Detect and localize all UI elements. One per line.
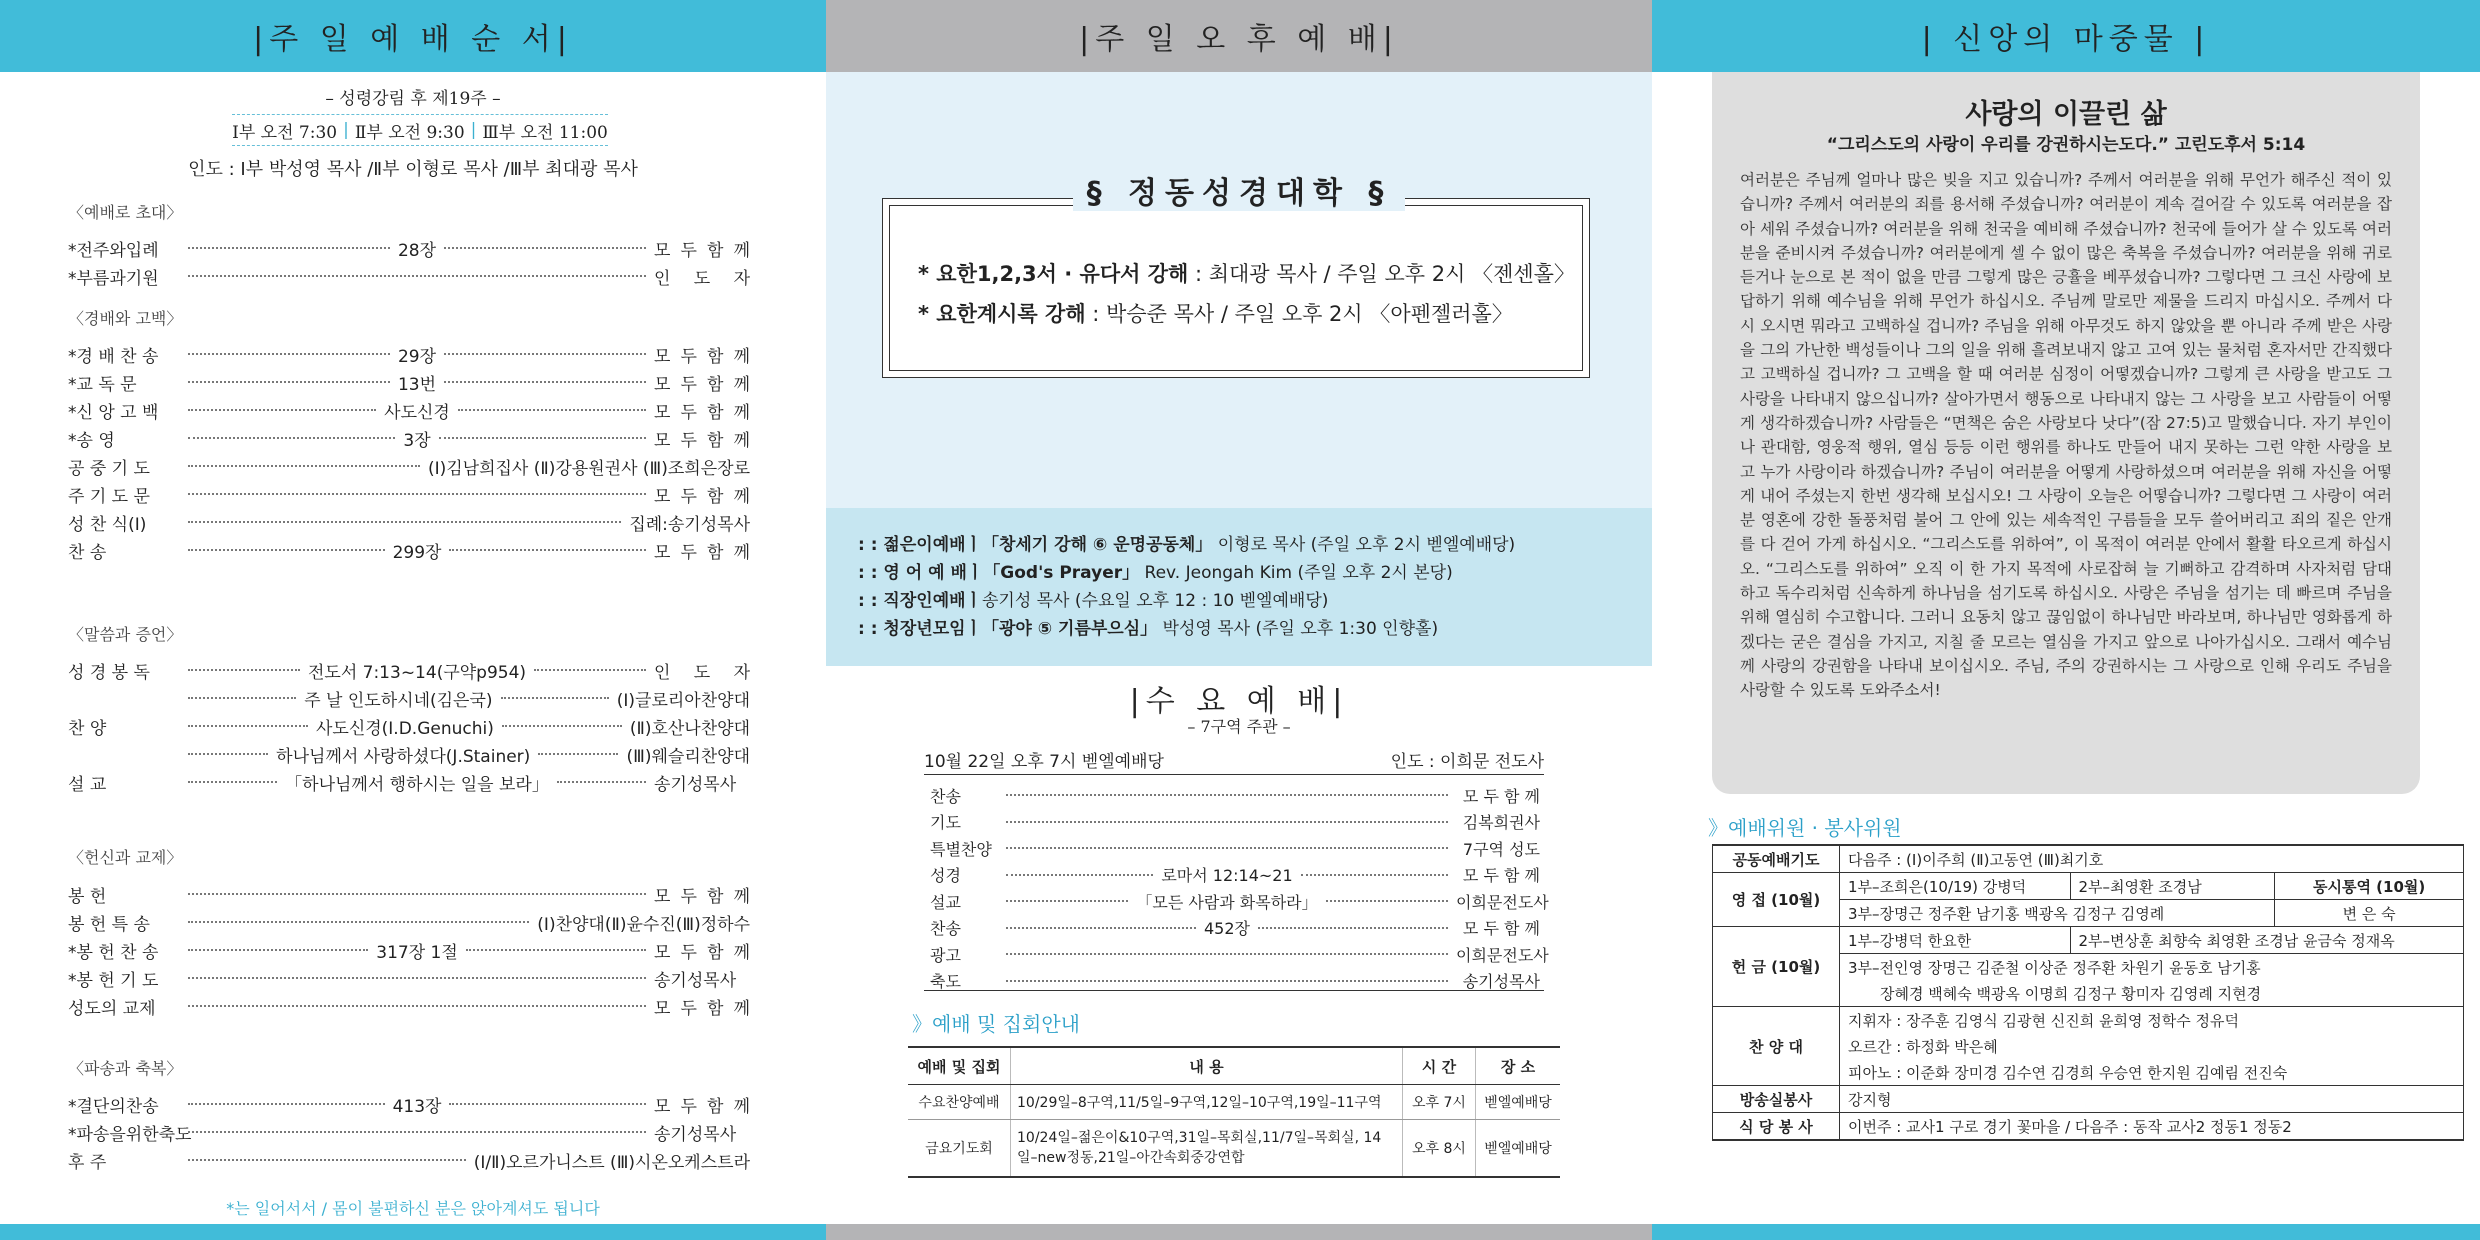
liturgy-label: *결단의찬송 xyxy=(68,1096,159,1117)
wednesday-row xyxy=(930,941,1549,967)
leader-dots xyxy=(188,1005,646,1007)
col-content: 내 용 xyxy=(1011,1047,1403,1085)
bible-class-2: * 요한계시록 강해 : 박승준 목사 / 주일 오후 2시 〈아펜젤러홀〉 xyxy=(918,302,1513,326)
liturgy-item: 29장 xyxy=(397,346,437,367)
liturgy-label: *부름과기원 xyxy=(68,268,159,289)
staff-value: 2부–최영환 조경남 xyxy=(2070,873,2275,900)
leader-dots xyxy=(188,465,420,467)
leader-dots xyxy=(1006,953,1448,955)
leader-dots xyxy=(188,753,268,755)
liturgy-label: *경 배 찬 송 xyxy=(68,346,159,367)
liturgy-item: 사도신경(I.D.Genuchi) xyxy=(315,718,494,739)
section-invitation: 〈예배로 초대〉 xyxy=(68,203,183,222)
leader-dots xyxy=(188,1159,466,1161)
liturgy-label: 봉 헌 xyxy=(68,886,107,907)
wednesday-leader: 이희문전도사 xyxy=(1456,892,1549,912)
leader-dots xyxy=(188,493,646,495)
wednesday-item: 452장 xyxy=(1204,919,1250,938)
liturgy-label: *봉 헌 기 도 xyxy=(68,970,159,991)
wednesday-leader: 모 두 함 께 xyxy=(1462,919,1540,938)
liturgy-leader: 모 두 함 께 xyxy=(654,430,750,451)
leader-dots xyxy=(188,921,529,923)
worship-order-header: |주 일 예 배 순 서| xyxy=(0,0,826,72)
leader-dots xyxy=(538,753,618,755)
liturgy-item: 413장 xyxy=(392,1096,442,1117)
wednesday-row xyxy=(930,915,1540,941)
bible-college-frame xyxy=(882,198,1590,378)
wednesday-label: 설교 xyxy=(930,892,961,912)
meditation-box xyxy=(1712,72,2420,794)
leader-dots xyxy=(188,725,308,727)
staff-value: 이번주 : 교사1 구로 경기 꽃마을 / 다음주 : 동작 교사2 정동1 정동2 xyxy=(1840,1113,2464,1141)
leader-dots xyxy=(1301,874,1448,876)
event-name: 수요찬양예배 xyxy=(908,1085,1011,1120)
order-of-worship-column xyxy=(0,0,826,1240)
wednesday-row xyxy=(930,862,1540,888)
meditation-column xyxy=(1652,0,2480,1240)
section-sending-blessing: 〈파송과 축복〉 xyxy=(68,1059,183,1078)
liturgy-item: 하나님께서 사랑하셨다(J.Stainer) xyxy=(276,746,531,767)
leader-dots xyxy=(1006,980,1448,982)
liturgy-leader: 모 두 함 께 xyxy=(654,542,750,563)
leader-dots xyxy=(188,893,646,895)
afternoon-worship-column xyxy=(826,0,1652,1240)
liturgy-leader: 송기성목사 xyxy=(654,1124,737,1145)
event-time: 오후 7시 xyxy=(1403,1085,1476,1120)
wednesday-row xyxy=(930,888,1549,914)
liturgy-row xyxy=(68,740,750,768)
liturgy-leader: (Ⅰ)김남희집사 (Ⅱ)강용원권사 (Ⅲ)조희은장로 xyxy=(427,458,750,479)
col-place: 장 소 xyxy=(1476,1047,1561,1085)
liturgy-row xyxy=(68,536,750,564)
leader-dots xyxy=(439,437,646,439)
wednesday-leader: 모 두 함 께 xyxy=(1462,866,1540,885)
event-content: 10/24일–젊은이&10구역,31일–목회실,11/7일–목회실, 14일–new정동,21일–아간속회중강연합 xyxy=(1011,1120,1403,1178)
leader-dots xyxy=(188,437,395,439)
leader-dots xyxy=(534,669,646,671)
staff-label: 공동예배기도 xyxy=(1713,845,1840,873)
leader-dots xyxy=(1258,927,1448,929)
service-time-1: Ⅰ부 오전 7:30 xyxy=(232,122,338,143)
bible-college-title: § 정동성경대학 § xyxy=(826,168,1652,212)
leader-dots xyxy=(449,1103,646,1105)
event-name: 금요기도회 xyxy=(908,1120,1011,1178)
liturgy-leader: (Ⅲ)웨슬리찬양대 xyxy=(626,746,751,767)
events-table xyxy=(908,1046,1560,1178)
afternoon-worship-header: |주 일 오 후 예 배| xyxy=(826,0,1652,72)
table-row xyxy=(1713,1113,2464,1141)
staff-value: 다음주 : (Ⅰ)이주희 (Ⅱ)고동연 (Ⅲ)최기호 xyxy=(1840,845,2464,873)
liturgy-leader: 모 두 함 께 xyxy=(654,240,750,261)
leader-dots xyxy=(188,977,646,979)
event-time: 오후 8시 xyxy=(1403,1120,1476,1178)
liturgy-label: 성 찬 식(Ⅰ) xyxy=(68,514,147,535)
liturgy-label: 후 주 xyxy=(68,1152,107,1173)
staff-label: 헌 금 (10월) xyxy=(1713,927,1840,1007)
leader-dots xyxy=(444,353,646,355)
liturgy-row xyxy=(68,684,750,712)
service-time-2: Ⅱ부 오전 9:30 xyxy=(354,122,465,143)
liturgy-row xyxy=(68,908,750,936)
liturgy-row xyxy=(68,880,750,908)
wednesday-row xyxy=(930,782,1540,808)
leader-dots xyxy=(188,409,376,411)
liturgy-label: *송 영 xyxy=(68,430,115,451)
wednesday-label: 광고 xyxy=(930,945,961,965)
bible-class-1: * 요한1,2,3서 · 유다서 강해 : 최대광 목사 / 주일 오후 2시 〈젠센홀〉 xyxy=(918,262,1575,286)
wednesday-leader: 김복희권사 xyxy=(1462,813,1540,832)
liturgy-leader: 모 두 함 께 xyxy=(654,346,750,367)
liturgy-row xyxy=(68,480,750,508)
liturgy-label: *봉 헌 찬 송 xyxy=(68,942,159,963)
liturgy-leader: 모 두 함 께 xyxy=(654,1096,750,1117)
liturgy-item: 28장 xyxy=(397,240,437,261)
liturgy-label: *전주와입례 xyxy=(68,240,159,261)
staff-value: 지휘자 : 장주훈 김영식 김광현 신진희 윤희영 정학수 정유덕 xyxy=(1840,1007,2464,1034)
liturgy-label: *파송을위한축도 xyxy=(68,1124,192,1145)
staff-label: 영 접 (10월) xyxy=(1713,873,1840,927)
wednesday-divider xyxy=(924,990,1544,991)
leader-dots xyxy=(188,669,300,671)
wednesday-label: 성경 xyxy=(930,866,961,885)
col-time: 시 간 xyxy=(1403,1047,1476,1085)
staff-value: 장혜경 백혜숙 백광옥 이명희 김정구 황미자 김영례 지현경 xyxy=(1840,980,2464,1007)
leader-dots xyxy=(444,381,646,383)
liturgy-item: 주 날 인도하시네(김은국) xyxy=(304,690,493,711)
table-row xyxy=(1713,1007,2464,1034)
liturgy-row xyxy=(68,768,750,796)
liturgy-row xyxy=(68,340,750,368)
liturgy-item: 3장 xyxy=(403,430,431,451)
liturgy-leader: 송기성목사 xyxy=(654,970,737,991)
wednesday-label: 기도 xyxy=(930,813,961,832)
wednesday-leader: 7구역 성도 xyxy=(1462,839,1540,859)
leader-dots xyxy=(188,353,390,355)
wednesday-label: 찬송 xyxy=(930,919,961,938)
col-event: 예배 및 집회 xyxy=(908,1047,1011,1085)
wednesday-row xyxy=(930,835,1540,861)
liturgy-row xyxy=(68,964,750,992)
liturgy-item: 사도신경 xyxy=(384,402,450,423)
leader-dots xyxy=(188,781,277,783)
staff-value: 강지형 xyxy=(1840,1086,2464,1113)
staff-value: 1부–조희은(10/19) 강병덕 xyxy=(1840,873,2071,900)
section-devotion-fellowship: 〈헌신과 교제〉 xyxy=(68,848,183,867)
wednesday-leader: 모 두 함 께 xyxy=(1462,786,1540,806)
leader-dots xyxy=(458,409,646,411)
liturgy-leader: 송기성목사 xyxy=(654,774,737,795)
liturgy-row xyxy=(68,396,750,424)
liturgy-label: 찬 송 xyxy=(68,542,107,563)
liturgy-row xyxy=(68,234,750,262)
liturgy-row xyxy=(68,1146,750,1174)
liturgy-leader: 모 두 함 께 xyxy=(654,486,750,507)
wednesday-leader: 송기성목사 xyxy=(1462,972,1540,991)
liturgy-row xyxy=(68,936,750,964)
leader-dots xyxy=(557,781,646,783)
liturgy-row xyxy=(68,452,750,480)
service-time-3: Ⅲ부 오전 11:00 xyxy=(482,122,608,143)
wednesday-title: |수 요 예 배| xyxy=(1129,684,1349,719)
footer-bar xyxy=(826,1224,1652,1240)
wednesday-host: – 7구역 주관 – xyxy=(1187,717,1291,736)
liturgy-label: 성 경 봉 독 xyxy=(68,662,150,683)
liturgy-leader: (Ⅰ/Ⅱ)오르가니스트 (Ⅲ)시온오케스트라 xyxy=(473,1152,750,1173)
liturgy-leader: 모 두 함 께 xyxy=(654,942,751,963)
footer-bar xyxy=(0,1224,826,1240)
liturgy-label: 봉 헌 특 송 xyxy=(68,914,150,935)
table-row xyxy=(1713,845,2464,873)
leader-dots xyxy=(1006,927,1196,929)
staff-label: 방송실봉사 xyxy=(1713,1086,1840,1113)
staff-table xyxy=(1712,844,2464,1141)
notice-english-worship: : : 영 어 예 배ㅣ「God's Prayer」 Rev. Jeongah Kim (주일 오후 2시 본당) xyxy=(858,563,1453,583)
staff-label: 식 당 봉 사 xyxy=(1713,1113,1840,1141)
liturgy-leader: (Ⅱ)호산나찬양대 xyxy=(629,718,750,739)
leader-dots xyxy=(1006,900,1128,902)
leader-dots xyxy=(466,949,646,951)
staff-value: 3부–전인영 장명근 김준철 이상준 정주환 차원기 윤동호 남기홍 xyxy=(1840,954,2464,981)
liturgy-item: 전도서 7:13~14(구약p954) xyxy=(307,662,527,683)
notice-adult-meeting: : : 청장년모임ㅣ「광야 ⑤ 기름부으심」 박성영 목사 (주일 오후 1:30 인향홀) xyxy=(858,619,1439,639)
liturgy-leader: 인 도 자 xyxy=(654,662,751,683)
event-place: 벧엘예배당 xyxy=(1476,1085,1561,1120)
meditation-title: 사랑의 이끌린 삶 xyxy=(1965,99,2167,130)
standing-note: *는 일어서서 / 몸이 불편하신 분은 앉아계셔도 됩니다 xyxy=(226,1199,600,1218)
wednesday-leader: 인도 : 이희문 전도사 xyxy=(1390,751,1544,772)
staff-value: 2부–변상훈 최향숙 최영환 조경남 윤금숙 정재옥 xyxy=(2070,927,2464,954)
liturgy-leader: 모 두 함 께 xyxy=(654,374,750,395)
liturgy-row xyxy=(68,712,750,740)
table-row xyxy=(1713,873,2464,900)
leader-dots xyxy=(188,549,385,551)
wednesday-row xyxy=(930,809,1540,835)
staff-label: 찬 양 대 xyxy=(1713,1007,1840,1086)
notice-youth-worship: : : 젊은이예배ㅣ「창세기 강해 ⑥ 운명공동체」 이형로 목사 (주일 오후 2시 벧엘예배당) xyxy=(858,535,1516,555)
wednesday-item: 「모든 사람과 화목하라」 xyxy=(1136,892,1318,912)
wednesday-label: 찬송 xyxy=(930,786,961,806)
liturgy-label: 주 기 도 문 xyxy=(68,486,150,507)
liturgy-label: *교 독 문 xyxy=(68,374,137,395)
liturgy-leader: 인 도 자 xyxy=(654,268,750,289)
liturgy-item: 299장 xyxy=(392,542,442,563)
footer-bar xyxy=(1652,1224,2480,1240)
staff-interpretation-label: 동시통역 (10월) xyxy=(2275,873,2464,900)
liturgy-label: 성도의 교제 xyxy=(68,998,156,1019)
liturgy-leader: 모 두 함 께 xyxy=(654,402,751,423)
leader-dots xyxy=(1006,847,1448,849)
events-header-row xyxy=(908,1047,1560,1085)
liturgy-row xyxy=(68,992,750,1020)
liturgy-label: *신 앙 고 백 xyxy=(68,402,159,423)
event-content: 10/29일–8구역,11/5일–9구역,12일–10구역,19일–11구역 xyxy=(1011,1085,1403,1120)
leader-dots xyxy=(1326,900,1448,902)
leader-dots xyxy=(188,697,296,699)
meditation-header: | 신앙의 마중물 | xyxy=(1652,0,2480,72)
events-heading: 》예배 및 집회안내 xyxy=(912,1012,1080,1036)
leader-dots xyxy=(1006,874,1153,876)
leader-dots xyxy=(501,697,609,699)
table-row xyxy=(1713,927,2464,954)
liturgy-row xyxy=(68,368,750,396)
liturgy-label: 설 교 xyxy=(68,774,107,795)
liturgy-label: 찬 양 xyxy=(68,718,107,739)
wednesday-item: 로마서 12:14~21 xyxy=(1161,866,1293,885)
leader-dots xyxy=(188,949,368,951)
leader-dots xyxy=(188,1103,385,1105)
meditation-verse: “그리스도의 사랑이 우리를 강권하시는도다.” 고린도후서 5:14 xyxy=(1826,135,2306,155)
wednesday-date: 10월 22일 오후 7시 벧엘예배당 xyxy=(924,751,1164,772)
leader-dots xyxy=(188,275,646,277)
section-word-testimony: 〈말씀과 증언〉 xyxy=(68,625,183,644)
service-leaders: 인도 : Ⅰ부 박성영 목사 /Ⅱ부 이형로 목사 /Ⅲ부 최대광 목사 xyxy=(188,159,638,180)
liturgy-leader: (Ⅰ)글로리아찬양대 xyxy=(616,690,750,711)
liturgy-label: 공 중 기 도 xyxy=(68,458,150,479)
leader-dots xyxy=(1006,794,1448,796)
wednesday-info xyxy=(924,744,1544,775)
staff-value: 1부–강병덕 한요한 xyxy=(1840,927,2071,954)
table-row xyxy=(908,1085,1560,1120)
liturgy-item: 「하나님께서 행하시는 일을 보라」 xyxy=(285,774,549,795)
liturgy-leader: 모 두 함 께 xyxy=(654,998,750,1019)
leader-dots xyxy=(502,725,622,727)
liturgy-leader: 모 두 함 께 xyxy=(654,886,750,907)
wednesday-label: 특별찬양 xyxy=(930,839,992,859)
leader-dots xyxy=(449,549,646,551)
liturgy-leader: (Ⅰ)찬양대(Ⅱ)윤수진(Ⅲ)정하수 xyxy=(537,914,750,935)
staff-heading: 》예배위원 · 봉사위원 xyxy=(1708,816,1902,840)
liturgy-row xyxy=(68,262,750,290)
liturgy-row xyxy=(68,424,750,452)
leader-dots xyxy=(188,247,390,249)
table-row xyxy=(1713,1086,2464,1113)
wednesday-leader: 이희문전도사 xyxy=(1456,945,1549,965)
liturgy-item: 317장 1절 xyxy=(376,942,458,963)
meditation-text: 여러분은 주님께 얼마나 많은 빚을 지고 있습니까? 주께서 여러분을 위해 무언가 해주신 적이 있습니까? 주께서 여러분의 죄를 용서해 주셨습니까? 여러분이 계속 걸어갈 수 있도록 여러분을 잡아 세워 주셨습니까? 여러분을 위해 천국을 예비해 주셨습니까? 천국에 들어가 살 수 있도록 여러분을 준비시켜 주셨습니까? 여러분에게 셀 수 없이 많은 축복을 주셨습니까? 여러분을 위해 귀로 듣거나 눈으로 본 적이 없을 만큼 그렇게 많은 긍휼을 베푸셨습니까? 그렇다면 그 크신 사랑에 보답하기 위해 예수님을 위해 무언가 하십시오. 주님께 말로만 제물을 드리지 마십시오. 주께서 다시 오시면 뭐라고 고백하실 겁니까? 주님을 위해 아무것도 하지 않았을 뿐 아니라 주께 받은 사랑을 그의 가난한 백성들이나 그의 일을 위해 흘려보내지 않고 고여 있는 물처럼 혼자서만 간직했다고 고백하실 겁니까? 그 고백을 할 때 여러분 심정이 어떻겠습니까? 그렇게 큰 사랑을 받고도 그 사랑을 나타내지 않으십니까? 살아가면서 행동으로 나타내지 않는 그 사랑을 보고 사람들이 어떻게 생각하겠습니까? 사람들은 “면책은 숨은 사랑보다 낫다”(잠 27:5)고 말했습니다. 자기 부인이나 관대함, 영웅적 행위, 열심 등등 이런 행위를 하나도 만들어 내지 못하는 그런 약한 사랑을 보고 누가 사랑이라 하겠습니까? 주님이 여러분을 어떻게 사랑하셨으며 여러분을 위해 자신을 어떻게 내어 주셨는지 한번 생각해 보십시오! 그 사랑이 오늘은 어떻습니까? 그렇다면 그 사랑이 여러분 영혼에 강한 돌풍처럼 불어 그 안에 있는 세속적인 구름들을 모두 쓸어버리고 죄의 짙은 안개를 다 걷어 가게 하십시오. “그리스도를 위하여”, 이 목적이 여러분 안에서 활활 타오르게 하십시오. “그리스도를 위하여” 오직 이 한 가지 목적에 사로잡혀 늘 기뻐하고 감격하며 사자처럼 담대하고 독수리처럼 신속하게 하나님을 섬기도록 하십시오. 사랑은 주님을 섬기는 데 빠르며 주님을 위해 열심히 수고합니다. 그러니 요동치 않고 끊임없이 하나님만 바라보며, 하나님만 영화롭게 하겠다는 굳은 결심을 가지고, 지칠 줄 모르는 열심을 가지고 앞으로 나아가십시오. 그래서 예수님께 사랑의 강권함을 나타내 보이십시오. 주님, 주의 강권하시는 그 사랑으로 인해 우리도 주님을 사랑할 수 있도록 도와주소서! xyxy=(1740,171,2392,700)
table-row xyxy=(908,1120,1560,1178)
leader-dots xyxy=(188,381,390,383)
notice-workers-worship: : : 직장인예배ㅣ송기성 목사 (수요일 오후 12 : 10 벧엘예배당) xyxy=(858,591,1329,611)
staff-value: 변 은 숙 xyxy=(2275,900,2464,927)
liturgy-row xyxy=(68,508,750,536)
staff-value: 피아노 : 이준화 장미경 김수연 김경희 우승연 한지원 김예림 전진숙 xyxy=(1840,1059,2464,1086)
liturgy-row xyxy=(68,1118,750,1146)
liturgy-row xyxy=(68,656,750,684)
liturgy-item: 13번 xyxy=(397,374,437,395)
leader-dots xyxy=(1006,821,1448,823)
section-worship-confession: 〈경배와 고백〉 xyxy=(68,309,183,328)
staff-value: 3부–장명근 정주환 남기홍 백광옥 김정구 김영례 xyxy=(1840,900,2275,927)
leader-dots xyxy=(444,247,646,249)
liturgy-leader: 집례:송기성목사 xyxy=(629,514,750,535)
event-place: 벧엘예배당 xyxy=(1476,1120,1561,1178)
staff-value: 오르간 : 하정화 박은혜 xyxy=(1840,1033,2464,1059)
wednesday-label: 축도 xyxy=(930,972,961,991)
leader-dots xyxy=(188,521,621,523)
leader-dots xyxy=(188,1131,646,1133)
service-times: Ⅰ부 오전 7:30 | Ⅱ부 오전 9:30 | Ⅲ부 오전 11:00 xyxy=(232,114,608,146)
liturgy-row xyxy=(68,1090,750,1118)
liturgical-season: – 성령강림 후 제19주 – xyxy=(325,89,501,109)
